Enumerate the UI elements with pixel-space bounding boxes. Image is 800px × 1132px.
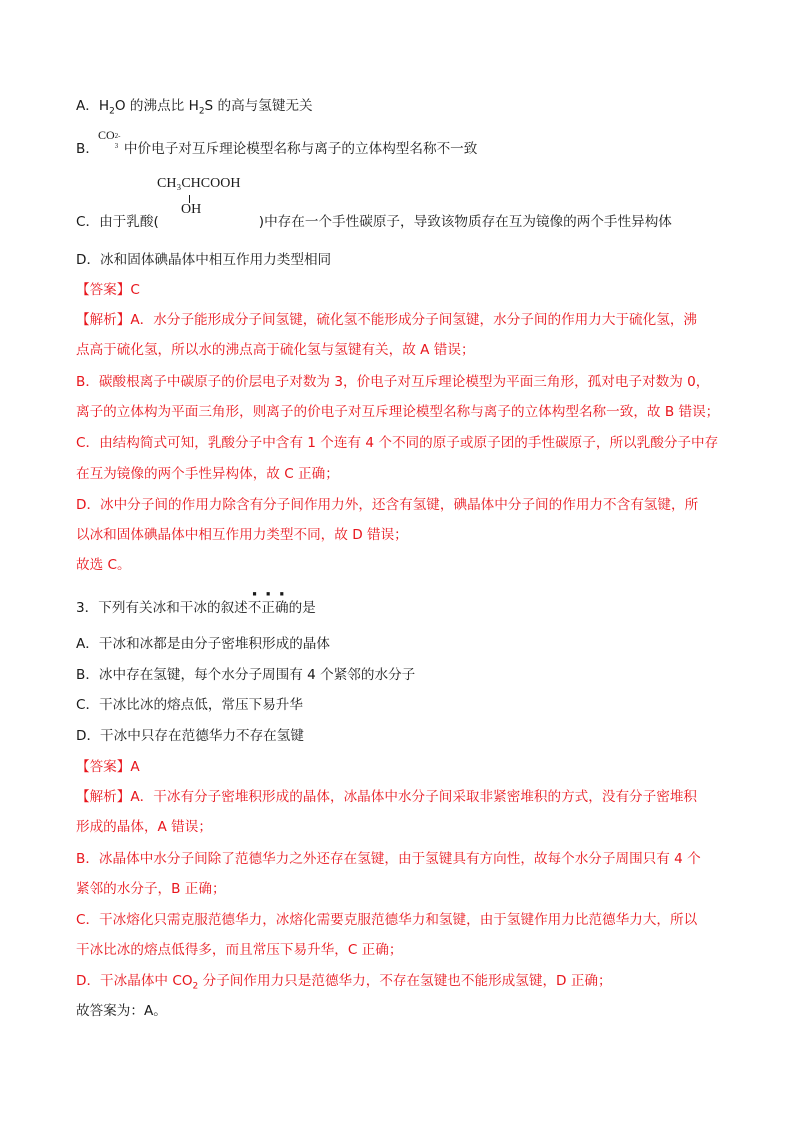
stem-text: 3．下列有关冰和干冰的叙述 xyxy=(76,600,248,616)
q3-stem xyxy=(76,599,316,617)
q2-analysis-line: 【解析】A．水分子能形成分子间氢键，硫化氢不能形成分子间氢键，水分子间的作用力大于硫化氢，沸 xyxy=(76,312,698,328)
option-text: 中价电子对互斥理论模型名称与离子的立体构型名称不一致 xyxy=(123,141,478,157)
emphasis-char: 正 xyxy=(261,600,275,616)
q2-analysis-line: D．冰中分子间的作用力除含有分子间作用力外，还含有氢键，碘晶体中分子间的作用力不含有氢键，所 xyxy=(76,497,699,513)
q2-option-a xyxy=(76,97,313,115)
option-label: B． xyxy=(76,141,99,157)
option-text: S 的高与氢键无关 xyxy=(204,98,313,114)
q2-option-c xyxy=(76,213,672,231)
option-text: A．H xyxy=(76,98,110,114)
analysis-text: D．干冰晶体中 CO xyxy=(76,973,193,989)
lactic-acid-formula xyxy=(157,176,241,217)
formula-base: CO xyxy=(98,128,115,142)
subscript: 2 xyxy=(109,106,115,117)
q3-answer: 【答案】A xyxy=(76,759,140,775)
q3-option: B．冰中存在氢键，每个水分子周围有 4 个紧邻的水分子 xyxy=(76,667,416,683)
q2-analysis-line: 故选 C。 xyxy=(76,557,131,573)
q3-analysis-line: 【解析】A．干冰有分子密堆积形成的晶体，冰晶体中水分子间采取非紧密堆积的方式，没有分子密堆积 xyxy=(76,789,698,805)
analysis-text: 分子间作用力只是范德华力，不存在氢键也不能形成氢键，D 正确； xyxy=(198,973,612,989)
stem-text: 的是 xyxy=(288,600,316,616)
q2-analysis-line: 离子的立体构为平面三角形，则离子的价电子对互斥理论模型名称与离子的立体构型名称一致，故 B 错误； xyxy=(76,404,720,420)
q3-analysis-line: 形成的晶体，A 错误； xyxy=(76,819,212,835)
carbonate-formula: CO 2- 3 xyxy=(98,128,121,150)
q3-option: A．干冰和冰都是由分子密堆积形成的晶体 xyxy=(76,636,330,652)
q3-analysis-line: 紧邻的水分子，B 正确； xyxy=(76,881,226,897)
subscript: 2 xyxy=(192,981,199,992)
q3-analysis-line: B．冰晶体中水分子间除了范德华力之外还存在氢键，由于氢键具有方向性，故每个水分子周围只有 4 个 xyxy=(76,851,701,867)
q2-analysis-line: 在互为镜像的两个手性异构体，故 C 正确； xyxy=(76,466,339,482)
formula-main-chain: CH₃CHCOOH xyxy=(157,176,241,191)
q3-final-answer: 故答案为：A。 xyxy=(76,1003,167,1019)
emphasis-char: 不 xyxy=(247,600,262,616)
q3-analysis-line: 干冰比冰的熔点低得多，而且常压下易升华，C 正确； xyxy=(76,942,403,958)
q3-option: C．干冰比冰的熔点低，常压下易升华 xyxy=(76,697,303,713)
option-text: C．由于乳酸( xyxy=(76,214,159,230)
q2-option-d: D．冰和固体碘晶体中相互作用力类型相同 xyxy=(76,252,332,268)
formula-hydroxyl: OH xyxy=(181,202,202,217)
q2-answer: 【答案】C xyxy=(76,282,140,298)
q3-analysis-line-d xyxy=(76,972,612,990)
q3-option: D．干冰中只存在范德华力不存在氢键 xyxy=(76,728,304,744)
subscript: 2 xyxy=(198,106,205,117)
option-text: )中存在一个手性碳原子，导致该物质存在互为镜像的两个手性异构体 xyxy=(258,214,672,230)
q2-analysis-line: 点高于硫化氢，所以水的沸点高于硫化氢与氢键有关，故 A 错误； xyxy=(76,342,475,358)
option-text: O 的沸点比 H xyxy=(114,98,199,114)
q2-analysis-line: B．碳酸根离子中碳原子的价层电子对数为 3，价电子对互斥理论模型为平面三角形，孤对电子对数为 0， xyxy=(76,374,710,390)
q2-analysis-line: C．由结构简式可知，乳酸分子中含有 1 个连有 4 个不同的原子或原子团的手性碳原子，所以乳酸分子中存 xyxy=(76,435,719,451)
q3-analysis-line: C．干冰熔化只需克服范德华力，冰熔化需要克服范德华力和氢键，由于氢键作用力比范德华力大，所以 xyxy=(76,912,698,928)
q2-analysis-line: 以冰和固体碘晶体中相互作用力类型不同，故 D 错误； xyxy=(76,527,408,543)
emphasis-char: 确 xyxy=(274,600,289,616)
q2-option-b xyxy=(76,140,477,158)
